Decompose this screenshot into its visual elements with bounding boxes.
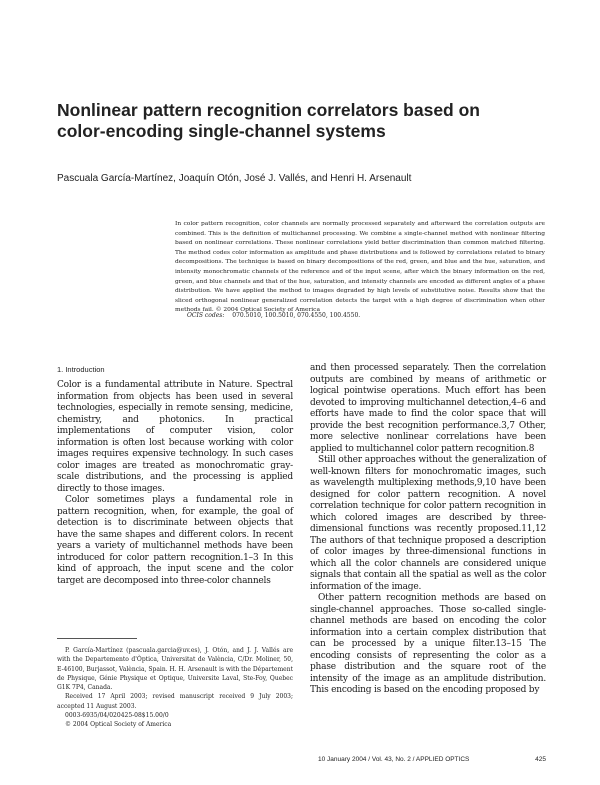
footnote-received: Received 17 April 2003; revised manuscript received 9 July 2003; accepted 11 August 2003. bbox=[57, 693, 293, 710]
ocis-codes bbox=[187, 312, 547, 319]
footnote-affiliations: P. García-Martínez (pascuala.garcia@uv.es), J. Otón, and J. J. Vallés are with the Departemento d'Òptica, Universitat de València, C/Dr. Moliner, 50, E-46100, Burjassot, València, Spain. H. H. Arsenault is with the Département de Physique, Génie Physique et Optique, Universite Laval, Ste-Foy, Quebec G1K 7P4, Canada. bbox=[57, 647, 293, 692]
paragraph: Still other approaches without the generalization of well-known filters for monochromatic images, such as wavelength multiplexing methods,9,10 have been designed for color pattern recognition. A novel correlation technique for color pattern recognition in which colored images are described by three-dimensional functions was recently proposed.11,12 The authors of that technique proposed a description of color images by three-dimensional functions in which all the color channels are considered unique signals that contain all the spatial as well as the color information of the image. bbox=[310, 455, 546, 592]
left-column bbox=[57, 365, 293, 587]
abstract: In color pattern recognition, color channels are normally processed separately and afterward the correlation outputs are combined. This is the definition of multichannel processing. We combine a single-channel method with nonlinear filtering based on nonlinear correlations. These nonlinear correlations yield better discrimination than common matched filtering. The method codes color information as amplitude and phase distributions and is followed by correlations related to binary decompositions. The technique is based on binary decompositions of the red, green, and blue and the hue, saturation, and intensity monochromatic channels of the reference and of the input scene, after which the binary information on the red, green, and blue channels and that of the hue, saturation, and intensity channels are encoded as different angles of a phase distribution. We have applied the method to images degraded by high levels of substitutive noise. Results show that the sliced orthogonal nonlinear generalized correlation detects the target with a high degree of discrimination when other methods fail. © 2004 Optical Society of America bbox=[175, 221, 545, 314]
footnote-code: 0003-6935/04/020425-08$15.00/0 bbox=[65, 712, 169, 720]
footnote-divider bbox=[57, 638, 137, 639]
paragraph: and then processed separately. Then the correlation outputs are combined by means of arithmetic or logical pointwise operations. Much effort has been devoted to improving multichannel detection,4–6 and efforts have made to find the color space that will provide the best recognition performance.3,7 Other, more selective nonlinear correlations have been applied to multichannel color pattern recognition.8 bbox=[310, 363, 546, 454]
footnotes bbox=[57, 646, 293, 730]
paragraph: Color sometimes plays a fundamental role in pattern recognition, when, for example, the goal of detection is to discriminate between objects that have the same shapes and different colors. In recent years a variety of multichannel methods have been introduced for color pattern recognition.1–3 In this kind of approach, the input scene and the color target are decomposed into three-color channels bbox=[57, 495, 293, 586]
section-heading: 1. Introduction bbox=[57, 365, 105, 374]
ocis-values: 070.5010, 100.5010, 070.4550, 100.4550. bbox=[232, 312, 361, 319]
footnote-copyright: © 2004 Optical Society of America bbox=[65, 721, 172, 729]
paragraph: Color is a fundamental attribute in Nature. Spectral information from objects has been used in several technologies, especially in remote sensing, medicine, chemistry, and photonics. In practical implementations of computer vision, color information is often lost because working with color images requires expensive technology. In such cases color images are treated as monochromatic gray-scale distributions, and the processing is applied directly to those images. bbox=[57, 380, 293, 494]
journal-info: 10 January 2004 / Vol. 43, No. 2 / APPLIED OPTICS bbox=[318, 756, 470, 763]
page-footer bbox=[318, 756, 546, 763]
paragraph: Other pattern recognition methods are based on single-channel approaches. Those so-called single-channel methods are based on encoding the color information into a certain complex distribution that can be processed by a unique filter.13–15 The encoding consists of representing the color as a phase distribution and the square root of the intensity of the image as an amplitude distribution. This encoding is based on the encoding proposed by bbox=[310, 593, 546, 695]
left-body bbox=[57, 380, 293, 587]
right-column bbox=[310, 363, 546, 697]
paper-title: Nonlinear pattern recognition correlators based on color-encoding single-channel systems bbox=[57, 100, 480, 141]
page-number: 425 bbox=[535, 756, 546, 763]
author-list: Pascuala García-Martínez, Joaquín Otón, José J. Vallés, and Henri H. Arsenault bbox=[57, 173, 412, 184]
ocis-label: OCIS codes: bbox=[187, 312, 225, 319]
right-body bbox=[310, 363, 546, 697]
